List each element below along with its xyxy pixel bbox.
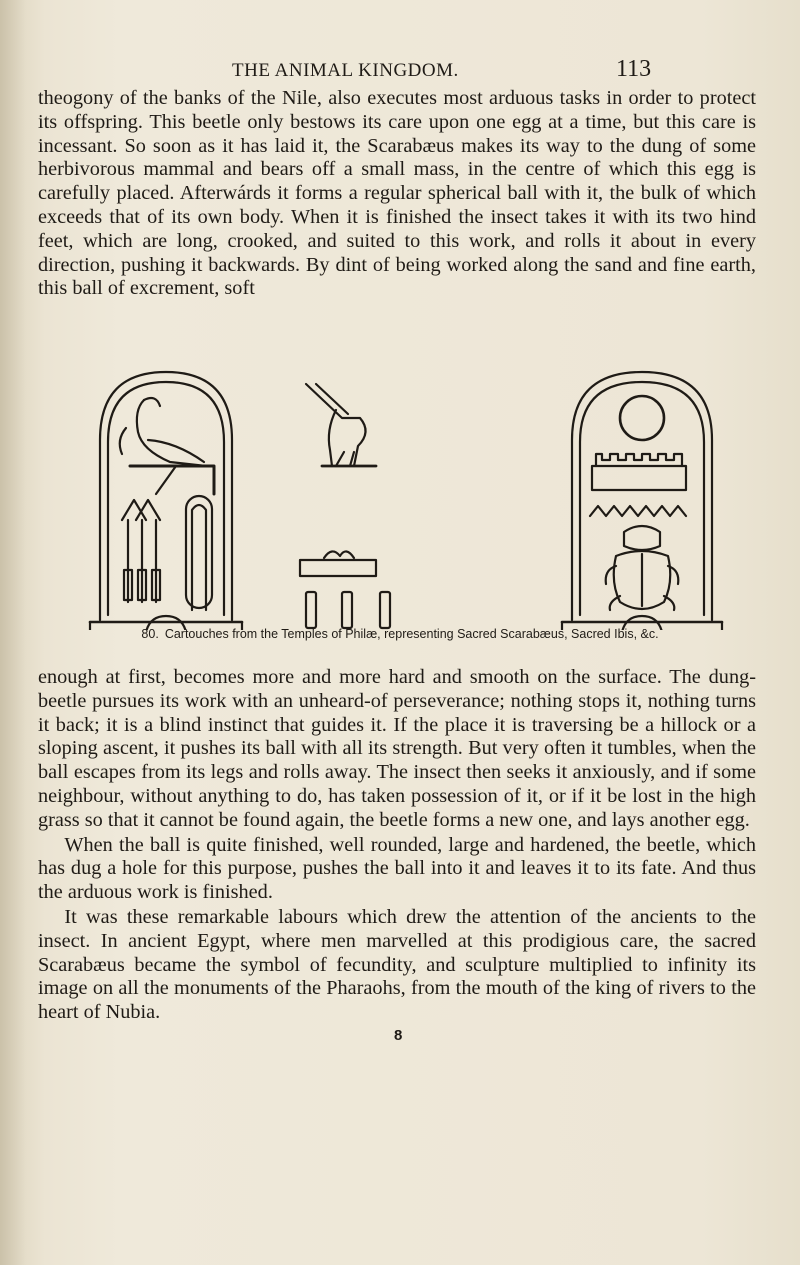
paragraph: It was these remarkable labours which drew the attention of the ancients to the insect. In ancient Egypt, where men marvelled at this prodigious care, the sacred Scarabæus became the symbol of fecundity, and sculpture multiplied to infinity its image on all the monuments of the Pharaohs, from the mouth of the king of rivers to the heart of Nubia.: [38, 905, 756, 1024]
ibis-glyph: [300, 384, 390, 628]
ibis-cartouche: [90, 372, 242, 630]
signature-mark: 8: [394, 1027, 403, 1044]
paragraph: When the ball is quite finished, well rounded, large and hardened, the beetle, which has dug a hole for this purpose, pushes the ball into it and leaves it to its fate. And thus the arduous work is finished.: [38, 833, 756, 904]
page-number: 113: [616, 56, 652, 82]
figure-caption-text: Cartouches from the Temples of Philæ, representing Sacred Scarabæus, Sacred Ibis, &c.: [164, 627, 659, 641]
figure-caption: [0, 627, 800, 641]
figure-cartouches: [86, 370, 736, 650]
text-block-top: [38, 87, 756, 301]
text-block-bottom: [38, 666, 756, 1026]
paragraph: theogony of the banks of the Nile, also executes most arduous tasks in order to protect its offspring. This beetle only bestows its care upon one egg at a time, but this care is incessant. So soon as it has laid it, the Scarabæus makes its way to the dung of some herbivorous mammal and bears off a small mass, in the centre of which this egg is carefully placed. Afterwárds it forms a regular spherical ball with it, the bulk of which exceeds that of its own body. When it is finished the insect takes it with its two hind feet, which are long, crooked, and suited to this work, and rolls it about in every direction, pushing it backwards. By dint of being worked along the sand and fine earth, this ball of excrement, soft: [38, 87, 756, 300]
cartouche-illustration: [86, 370, 736, 630]
running-head: THE ANIMAL KINGDOM.: [232, 60, 459, 81]
paragraph: enough at first, becomes more and more hard and smooth on the surface. The dung-beetle pursues its work with an unheard-of perseverance; nothing stops it, nothing turns it back; it is a blind instinct that guides it. If the place it is traversing be a hillock or a sloping ascent, it pushes its ball with all its strength. But very often it tumbles, when the ball escapes from its legs and rolls away. The insect then seeks it anxiously, and if some neighbour, without anything to do, has taken possession of it, or if it be lost in the high grass so that it cannot be found again, the beetle forms a new one, and lays another egg.: [38, 666, 756, 831]
figure-number: 80.: [141, 627, 159, 641]
scarab-cartouche: [562, 372, 722, 630]
